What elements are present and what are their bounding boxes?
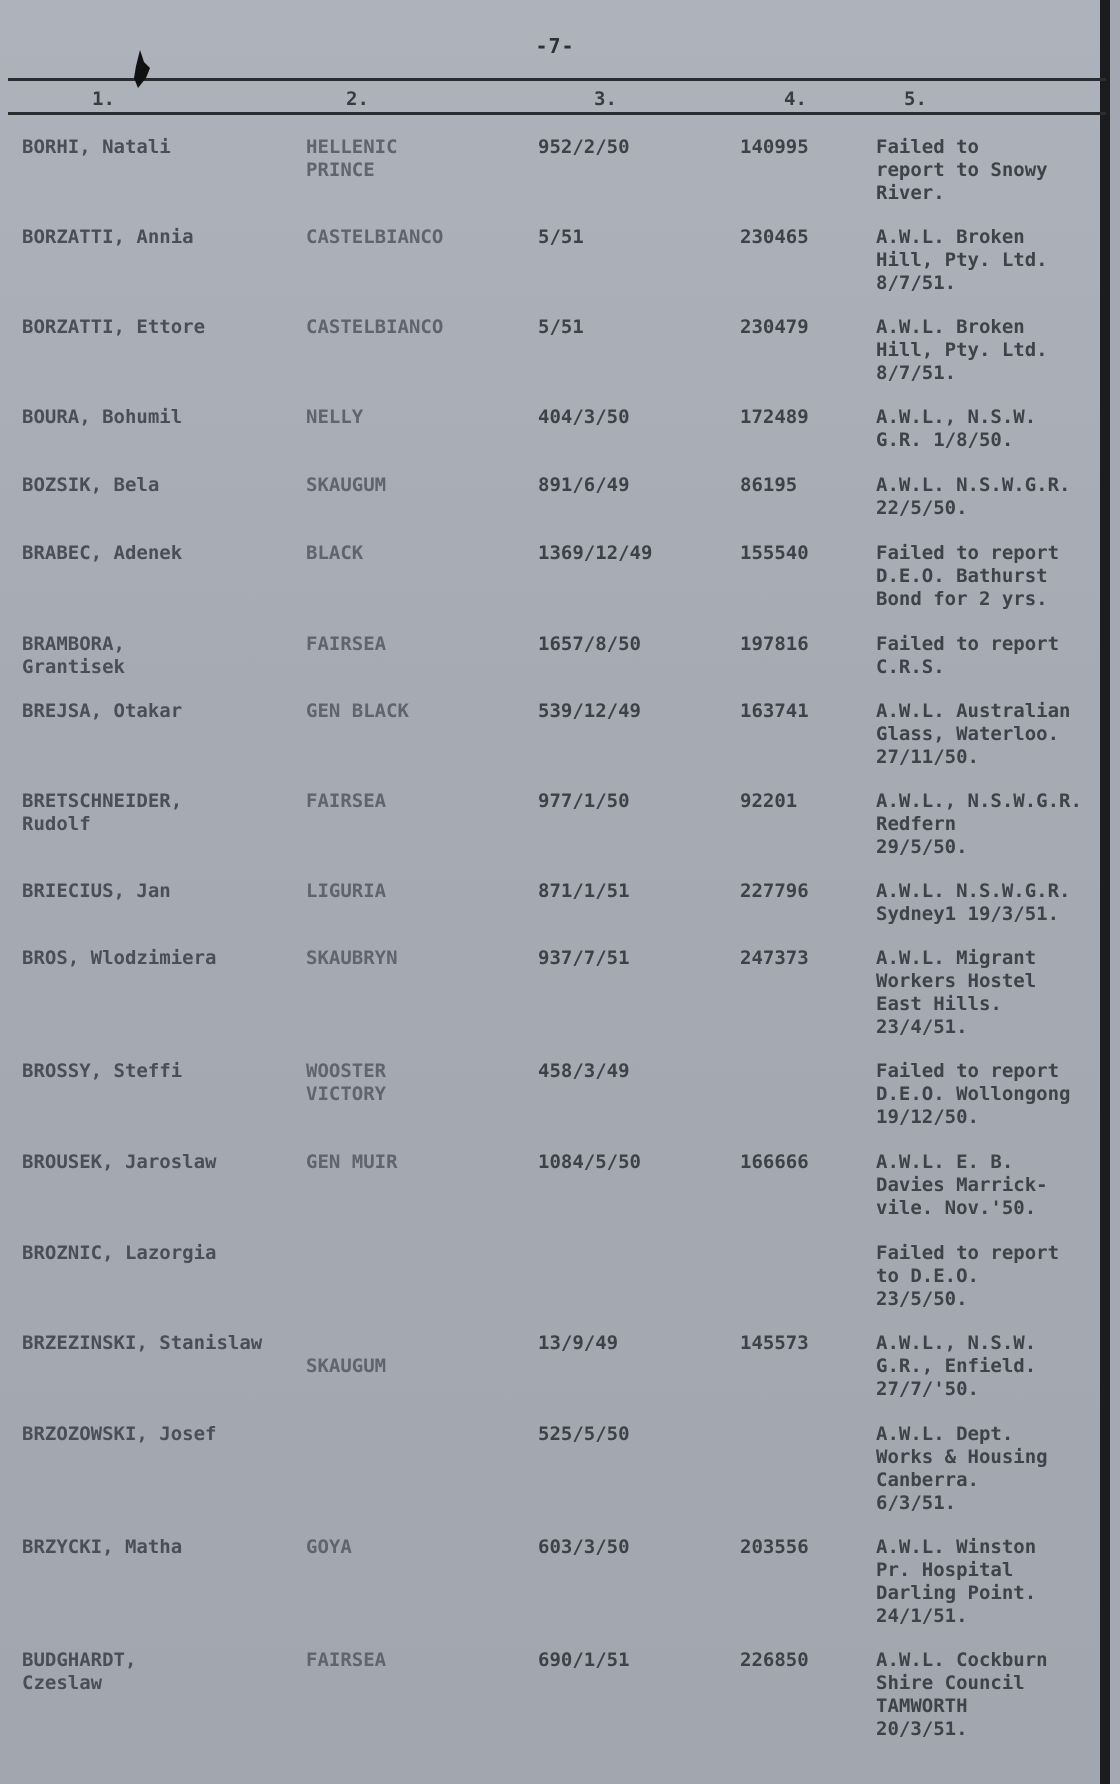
number-cell: 227796 [740,880,809,902]
name-cell: BROZNIC, Lazorgia [22,1242,217,1264]
ship-cell: WOOSTER VICTORY [306,1060,387,1105]
remarks-cell: Failed to report D.E.O. Wollongong 19/12/50. [876,1060,1071,1128]
number-cell: 226850 [740,1649,809,1671]
remarks-cell: A.W.L. Broken Hill, Pty. Ltd. 8/7/51. [876,316,1048,384]
ship-cell: GEN MUIR [306,1151,398,1173]
reference-cell: 891/6/49 [538,474,630,496]
remarks-cell: A.W.L. Australian Glass, Waterloo. 27/11/50. [876,700,1071,768]
ship-cell: FAIRSEA [306,633,387,655]
name-cell: BORZATTI, Annia [22,226,194,248]
name-cell: BROUSEK, Jaroslaw [22,1151,217,1173]
name-cell: BUDGHARDT, Czeslaw [22,1649,137,1694]
name-cell: BRABEC, Adenek [22,542,183,564]
number-cell: 92201 [740,790,798,812]
header-bottom-rule [8,112,1106,115]
ship-cell: FAIRSEA [306,1649,387,1671]
remarks-cell: Failed to report C.R.S. [876,633,1060,678]
reference-cell: 977/1/50 [538,790,630,812]
ship-cell: CASTELBIANCO [306,316,444,338]
ship-cell: SKAUGUM [306,1355,387,1377]
remarks-cell: A.W.L., N.S.W. G.R., Enfield. 27/7/'50. [876,1332,1037,1400]
name-cell: BOZSIK, Bela [22,474,160,496]
name-cell: BROS, Wlodzimiera [22,947,217,969]
reference-cell: 1369/12/49 [538,542,653,564]
number-cell: 163741 [740,700,809,722]
remarks-cell: A.W.L., N.S.W.G.R. Redfern 29/5/50. [876,790,1082,858]
ship-cell: GEN BLACK [306,700,409,722]
ink-blot-icon [130,48,154,100]
number-cell: 145573 [740,1332,809,1354]
remarks-cell: A.W.L. Broken Hill, Pty. Ltd. 8/7/51. [876,226,1048,294]
remarks-cell: A.W.L. Dept. Works & Housing Canberra. 6/3/51. [876,1423,1048,1514]
column-header-1: 1. [92,88,115,110]
remarks-cell: Failed to report D.E.O. Bathurst Bond for 2 yrs. [876,542,1060,610]
number-cell: 86195 [740,474,798,496]
reference-cell: 5/51 [538,316,584,338]
ship-cell: SKAUGUM [306,474,387,496]
reference-cell: 1657/8/50 [538,633,641,655]
remarks-cell: A.W.L. Winston Pr. Hospital Darling Point. 24/1/51. [876,1536,1037,1627]
number-cell: 140995 [740,136,809,158]
ship-cell: CASTELBIANCO [306,226,444,248]
name-cell: BRIECIUS, Jan [22,880,171,902]
name-cell: BRZEZINSKI, Stanislaw [22,1332,263,1354]
remarks-cell: A.W.L. N.S.W.G.R. 22/5/50. [876,474,1071,519]
ship-cell: LIGURIA [306,880,387,902]
ship-cell: FAIRSEA [306,790,387,812]
name-cell: BRETSCHNEIDER, Rudolf [22,790,183,835]
remarks-cell: Failed to report to D.E.O. 23/5/50. [876,1242,1060,1310]
name-cell: BREJSA, Otakar [22,700,183,722]
name-cell: BROSSY, Steffi [22,1060,183,1082]
page-number: -7- [535,34,575,58]
name-cell: BOURA, Bohumil [22,406,183,428]
number-cell: 155540 [740,542,809,564]
number-cell: 230465 [740,226,809,248]
number-cell: 203556 [740,1536,809,1558]
remarks-cell: A.W.L. E. B. Davies Marrick- vile. Nov.'50. [876,1151,1048,1219]
reference-cell: 539/12/49 [538,700,641,722]
remarks-cell: Failed to report to Snowy River. [876,136,1048,204]
reference-cell: 404/3/50 [538,406,630,428]
column-header-2: 2. [346,88,369,110]
number-cell: 166666 [740,1151,809,1173]
column-header-5: 5. [904,88,927,110]
name-cell: BRZYCKI, Matha [22,1536,183,1558]
name-cell: BRZOZOWSKI, Josef [22,1423,217,1445]
column-header-3: 3. [594,88,617,110]
ship-cell: NELLY [306,406,364,428]
name-cell: BORHI, Natali [22,136,171,158]
number-cell: 197816 [740,633,809,655]
reference-cell: 1084/5/50 [538,1151,641,1173]
column-header-4: 4. [784,88,807,110]
reference-cell: 5/51 [538,226,584,248]
name-cell: BRAMBORA, Grantisek [22,633,125,678]
remarks-cell: A.W.L. N.S.W.G.R. Sydney1 19/3/51. [876,880,1071,925]
ship-cell: GOYA [306,1536,352,1558]
remarks-cell: A.W.L., N.S.W. G.R. 1/8/50. [876,406,1037,451]
reference-cell: 458/3/49 [538,1060,630,1082]
number-cell: 230479 [740,316,809,338]
reference-cell: 525/5/50 [538,1423,630,1445]
reference-cell: 871/1/51 [538,880,630,902]
number-cell: 172489 [740,406,809,428]
reference-cell: 13/9/49 [538,1332,619,1354]
number-cell: 247373 [740,947,809,969]
ship-cell: BLACK [306,542,364,564]
ship-cell: HELLENIC PRINCE [306,136,398,181]
reference-cell: 937/7/51 [538,947,630,969]
reference-cell: 690/1/51 [538,1649,630,1671]
reference-cell: 952/2/50 [538,136,630,158]
reference-cell: 603/3/50 [538,1536,630,1558]
ship-cell: SKAUBRYN [306,947,398,969]
header-top-rule [8,78,1106,81]
name-cell: BORZATTI, Ettore [22,316,206,338]
remarks-cell: A.W.L. Cockburn Shire Council TAMWORTH 20/3/51. [876,1649,1048,1740]
remarks-cell: A.W.L. Migrant Workers Hostel East Hills. 23/4/51. [876,947,1037,1038]
